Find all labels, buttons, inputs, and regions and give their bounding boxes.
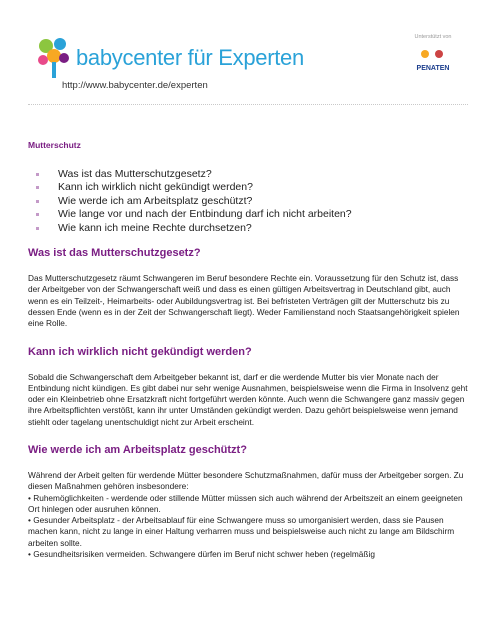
bullet-icon — [36, 173, 39, 176]
toc-item[interactable] — [28, 195, 468, 208]
toc-item[interactable] — [28, 222, 468, 235]
bullet-icon — [36, 227, 39, 230]
bullet-icon — [36, 213, 39, 216]
header-divider — [28, 104, 468, 105]
logo-text-prefix: babycenter — [76, 45, 182, 70]
toc-item[interactable] — [28, 168, 468, 181]
bullet-icon — [36, 186, 39, 189]
toc-item-label: Kann ich wirklich nicht gekündigt werden? — [58, 181, 253, 194]
penaten-logo-icon — [413, 46, 453, 74]
section-paragraph: Sobald die Schwangerschaft dem Arbeitgeber bekannt ist, darf er die werdende Mutter bis vier Monate nach der Entbindung nicht kündigen. Es gibt dabei nur sehr wenige Ausnahmen, beispielsweise wenn die Firma in Insolvenz geht oder ein Kleinbetrieb ohne Ersatzkraft nicht fortgeführt werden könnte. Auch wenn die Schwangere ganz massiv gegen ihre Arbeitspflichten verstößt, kann ihr unter Umständen gekündigt werden. Dazu gehört beispielsweise wenn jemand stiehlt oder tagelang unentschuldigt nicht zur Arbeit erscheint. — [28, 371, 468, 427]
experten-url-link[interactable]: http://www.babycenter.de/experten — [62, 80, 208, 91]
toc-item[interactable] — [28, 208, 468, 221]
document-kicker: Mutterschutz — [28, 140, 81, 150]
svg-text:PENATEN: PENATEN — [416, 65, 450, 72]
bullet-paragraph: • Ruhemöglichkeiten - werdende oder stillende Mütter müssen sich auch während der Arbeitszeit an einem geeigneten Ort hinlegen oder ausruhen können. — [28, 492, 463, 514]
section-heading: Kann ich wirklich nicht gekündigt werden? — [28, 345, 252, 358]
toc-item-label: Wie lange vor und nach der Entbindung darf ich nicht arbeiten? — [58, 208, 352, 221]
sponsor-label: Unterstützt von — [414, 34, 452, 40]
toc-item[interactable] — [28, 181, 468, 194]
bullet-paragraph: • Gesunder Arbeitsplatz - der Arbeitsablauf für eine Schwangere muss so umorganisiert werden, dass sie Pausen machen kann, nicht zu lange in einer Haltung verharren muss und beispielsweise auch nicht zu lange am Bildschirm arbeiten sollte. — [28, 515, 455, 548]
bullet-paragraph: • Gesundheitsrisiken vermeiden. Schwangere dürfen im Beruf nicht schwer heben (regelmäßig — [28, 549, 375, 560]
document-body — [28, 140, 468, 560]
logo-text-suffix: für Experten — [181, 45, 304, 70]
toc-item-label: Wie werde ich am Arbeitsplatz geschützt? — [58, 194, 253, 207]
toc-list — [28, 168, 468, 235]
section-paragraph: Während der Arbeit gelten für werdende Mütter besondere Schutzmaßnahmen, dafür muss der Arbeitgeber sorgen. Zu diesen Maßnahmen gehören insbesondere: — [28, 470, 464, 492]
babycenter-tree-icon — [36, 36, 72, 80]
section-heading: Wie werde ich am Arbeitsplatz geschützt? — [28, 444, 247, 456]
section-heading: Was ist das Mutterschutzgesetz? — [28, 247, 201, 260]
page-header — [0, 0, 495, 105]
babycenter-logo[interactable] — [36, 34, 304, 82]
sponsor-block — [398, 34, 468, 79]
bullet-icon — [36, 200, 39, 203]
logo-wordmark — [76, 45, 304, 71]
toc-item-label: Was ist das Mutterschutzgesetz? — [58, 168, 212, 180]
section-paragraph: Das Mutterschutzgesetz räumt Schwangeren im Beruf besondere Rechte ein. Voraussetzung für den Schutz ist, dass der Arbeitgeber von der Schwangerschaft weiß und dass es einen gültigen Arbeitsvertrag in Deutschland gibt, auch wenn es ein Teilzeit-, Heimarbeits- oder Aubildungsvertrag ist. Bei befristeten Verträgen gilt der Mutterschutz bis zu dessen Ende (wenn es in der Zeit der Schwangerschaft liegt). Weder Familienstand noch Staatsangehörigkeit spielen eine Rolle. — [28, 273, 460, 329]
toc-item-label: Wie kann ich meine Rechte durchsetzen? — [58, 221, 252, 234]
